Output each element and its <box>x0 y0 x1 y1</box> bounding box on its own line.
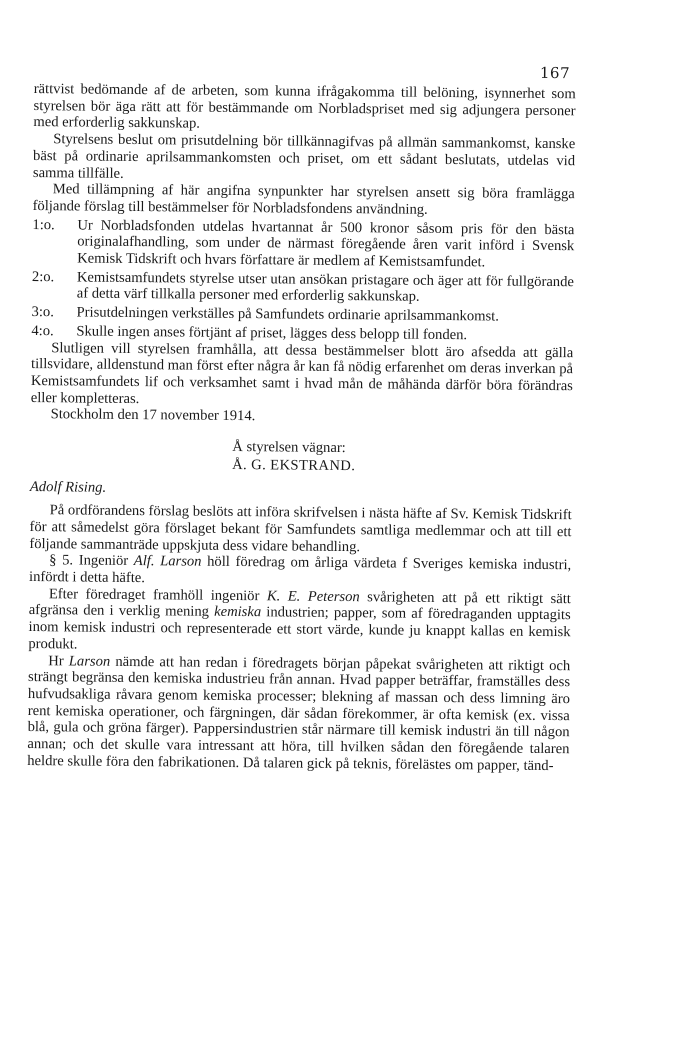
rule-text: Ur Norbladsfonden utdelas hvartannat år 500 kronor såsom pris för den bästa originalafhandling, som under de närmast föregående åren varit införd i Svensk Kemisk Tidskrift och hvars författare är medlem af Kemistsamfundet. <box>77 217 575 271</box>
body-text <box>27 81 576 775</box>
paragraph-text-pre: Efter föredraget framhöll ingeniör <box>48 585 260 604</box>
speaker-name: Larson <box>68 652 111 670</box>
rule-text: Kemistsamfundets styrelse utser utan ansökan pristagare och äger att för fullgörande af detta värf tillkalla personer med erforderlig sakkunskap. <box>76 269 574 306</box>
paragraph-text-post: industrien; papper, som af föredraganden upptagits inom kemisk industri och representerade ett stort värde, kunde ju knappt kallas en kemisk produkt. <box>28 604 571 653</box>
paragraph-fairness: rättvist bedömande af de arbeten, som kunna ifrågakomma till belöning, isynnerhet som styrelsen bör äga rätt att för bestämmande om Norbladspriset med sig adjungera personer med erforderlig sakkunskap. <box>33 81 576 133</box>
minutes-larson <box>27 653 570 775</box>
paragraph-proposal-intro: Med tillämpning af här angifna synpunkter har styrelsen ansett sig böra framlägga följande förslag till bestämmelser för Norbladsfondens användning. <box>32 181 575 218</box>
rule-number: 4:o. <box>31 322 54 340</box>
minutes-peterson <box>28 586 571 658</box>
co-signer-name: Adolf Rising. <box>29 479 107 497</box>
rule-text: Skulle ingen anses förtjänt af priset, lägges dess belopp till fonden. <box>76 323 468 344</box>
paragraph-closing: Slutligen vill styrelsen framhålla, att dessa bestämmelser blott äro afsedda att gälla tillsvidare, alldenstund man först efter några år kan få nödig erfarenhet om deras inverkan på Kemistsamfundets lif och verksamhet samt i hvad mån de måhända därför böra förändras eller kompletteras. <box>30 339 574 407</box>
rule-text: Prisutdelningen verkställes på Samfundets ordinarie aprilsammankomst. <box>76 304 499 325</box>
rule-item-2 <box>32 269 574 308</box>
paragraph-announcement: Styrelsens beslut om prisutdelning bör tillkännagifvas på allmän sammankomst, kanske bäst på ordinarie aprilsammankomsten och priset, om ett sådant beslutats, utdelas vid samma tillfälle. <box>32 131 576 182</box>
signer-name: Å. G. EKSTRAND. <box>232 456 356 474</box>
section-number: § 5. <box>49 552 74 569</box>
rule-number: 1:o. <box>32 216 55 233</box>
section-text-pre: Ingeniör <box>78 552 129 570</box>
page-number: 167 <box>539 63 571 83</box>
minutes-section-5 <box>29 552 571 591</box>
place-date: Stockholm den 17 november 1914. <box>50 406 256 425</box>
paragraph-text-post: nämde att han redan i föredragets början påpekat svårigheten att riktigt och strängt begränsa den kemiska industrieu från annan. Hvad papper beträffar, framställes dess hufvudsakliga råvara genom kemiska processer; blekning af massan och dess limning äro rent kemiska operationer, och färgningen, där sådan förekommer, är ofta kemisk (ex. vissa blå, gula och gröna färger). Pappersindustrien står närmare till kemisk industri än till någon annan; och det skulle vara intressant att höra, till hvilken sådan den föregående talaren heldre skulle föra den fabrikationen. Då talaren gick på teknis, föreläste⁠s om papper, tänd- <box>27 653 571 774</box>
emphasis-word: kemiska <box>214 604 262 621</box>
paragraph-text-mid: svårigheten att på ett riktigt sätt afgränsa den i verklig mening <box>28 588 571 621</box>
rule-number: 3:o. <box>31 304 54 321</box>
rule-item-1 <box>32 217 574 272</box>
section-text-post: höll föredrag om årliga värdeta f Sveriges kemiska industri, infördt i detta häfte. <box>28 554 572 587</box>
minutes-decision: På ordförandens förslag beslöts att införa skrifvelsen i nästa häfte af Sv. Kemisk Tidskrift för att såmedelst göra förslaget bekant för Samfundets samtliga medlemmar och att till ett följande sammanträde uppskjuta dess vidare behandling. <box>29 502 572 555</box>
paragraph-text-pre: Hr <box>48 652 64 669</box>
speaker-name: K. E. Peterson <box>266 587 360 605</box>
rule-number: 2:o. <box>31 268 55 285</box>
signature-line: Å styrelsen vägnar: <box>232 439 346 457</box>
speaker-name: Alf. Larson <box>133 553 202 570</box>
